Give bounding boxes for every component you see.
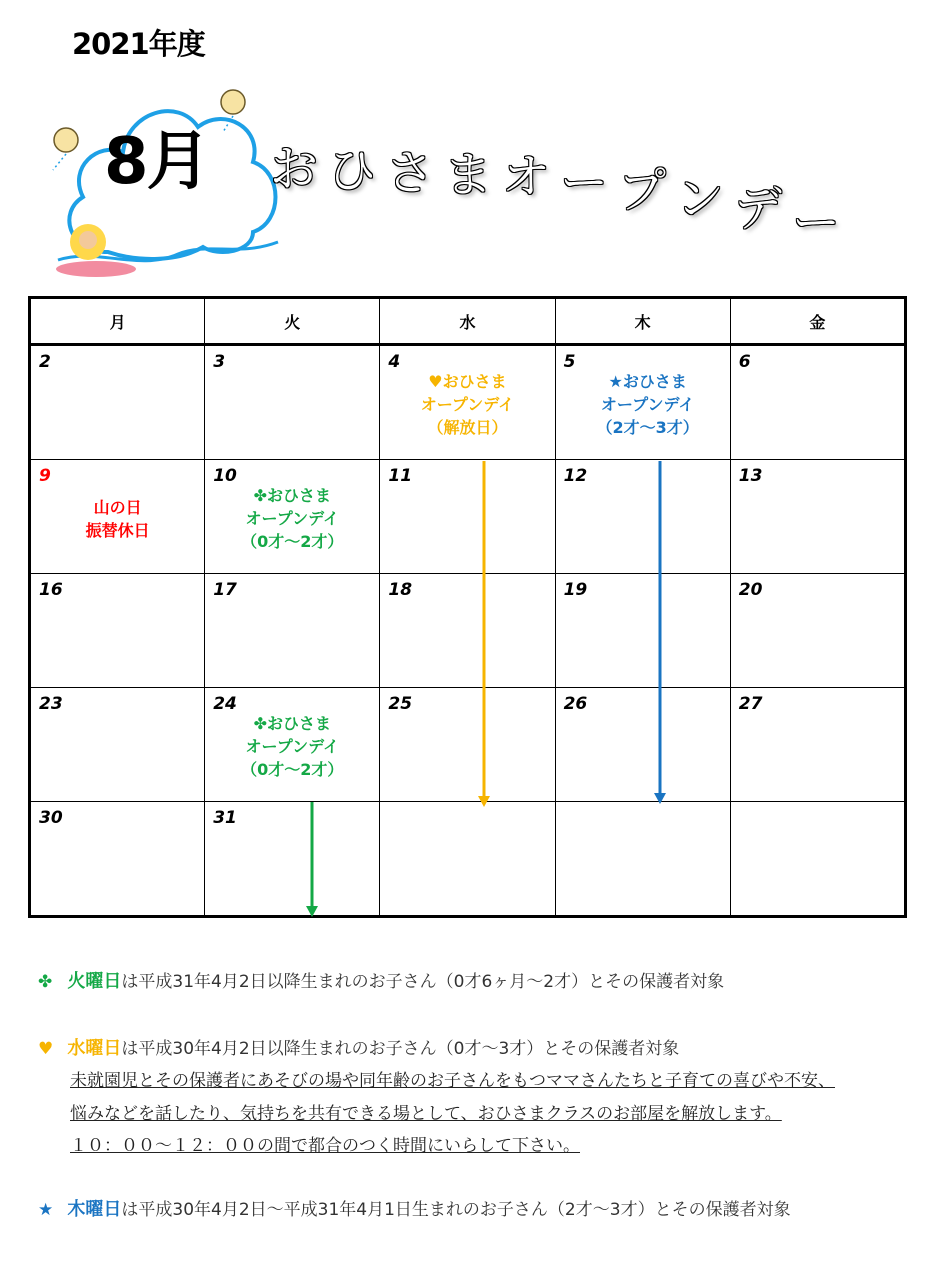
- day-number: 12: [563, 466, 588, 486]
- day-cell: [205, 460, 380, 574]
- legend-thursday: [38, 1195, 791, 1221]
- day-number: 4: [388, 352, 401, 372]
- day-number: 16: [39, 580, 63, 600]
- day-cell: [555, 802, 730, 917]
- week-row: [30, 688, 906, 802]
- title-char: ン: [676, 171, 725, 227]
- legend-day-thursday: 木曜日: [67, 1199, 122, 1220]
- day-cell: [730, 802, 905, 917]
- day-cell: [555, 574, 730, 688]
- day-cell: [730, 688, 905, 802]
- calendar-table: [28, 296, 907, 918]
- fiscal-year-label: 2021年度: [72, 27, 205, 61]
- week-row: [30, 802, 906, 917]
- clover-icon: ✤: [253, 714, 267, 733]
- day-number: 19: [563, 580, 588, 600]
- week-row: [30, 574, 906, 688]
- event-line: （0才～2才）: [241, 532, 344, 551]
- legend-text-thursday: は平成30年4月2日～平成31年4月1日生まれのお子さん（2才～3才）とその保護者対象: [121, 1200, 791, 1220]
- legend-day-tuesday: 火曜日: [67, 971, 122, 992]
- day-cell: [205, 688, 380, 802]
- event-line: おひさま: [266, 714, 331, 733]
- clover-icon: ✤: [253, 486, 267, 505]
- title-char: さ: [386, 145, 435, 201]
- day-cell: [30, 574, 205, 688]
- weekday-wed: 水: [380, 298, 555, 345]
- thursday-event: [566, 370, 730, 439]
- day-number: 3: [213, 352, 226, 372]
- wednesday-note: 悩みなどを話したり、気持ちを共有できる場として、おひさまクラスのお部屋を解放します。: [70, 1104, 782, 1124]
- weekday-fri: 金: [730, 298, 905, 345]
- day-cell: [205, 574, 380, 688]
- tuesday-event: [205, 484, 379, 553]
- title-char: プ: [618, 163, 667, 219]
- wednesday-note: 未就園児とその保護者にあそびの場や同年齢のお子さんをもつママさんたちと子育ての喜びや不安、: [70, 1071, 835, 1091]
- event-line: （0才～2才）: [241, 760, 344, 779]
- weekday-thu: 木: [555, 298, 730, 345]
- weekday-tue: 火: [205, 298, 380, 345]
- month-heading: 8月: [104, 125, 209, 199]
- day-cell: [30, 345, 205, 460]
- legend-tuesday: [38, 967, 724, 993]
- day-number: 13: [738, 466, 763, 486]
- legend-wednesday: [38, 1034, 679, 1060]
- day-cell: [555, 688, 730, 802]
- event-line: （解放日）: [427, 418, 508, 437]
- day-cell: [555, 460, 730, 574]
- event-line: オープンデイ: [245, 737, 339, 756]
- day-number: 20: [738, 580, 763, 600]
- day-number: 18: [388, 580, 413, 600]
- event-line: オープンデイ: [420, 395, 515, 414]
- weekday-header-row: [30, 298, 906, 345]
- day-cell: [380, 688, 555, 802]
- wednesday-note: １０：００～１２：００の間で都合のつく時間にいらして下さい。: [70, 1136, 580, 1156]
- event-line: （2才～3才）: [596, 418, 699, 437]
- event-line: ★おひさま: [608, 372, 687, 391]
- day-number: 30: [39, 808, 63, 828]
- day-cell: [30, 802, 205, 917]
- title-char: デ: [734, 181, 783, 237]
- day-number: 31: [213, 808, 237, 828]
- day-number: 6: [738, 352, 751, 372]
- clover-icon: ✤: [38, 972, 53, 992]
- day-cell: [205, 345, 380, 460]
- day-number: 10: [213, 466, 237, 486]
- day-cell: [380, 802, 555, 917]
- day-cell: [30, 688, 205, 802]
- day-cell: [30, 460, 205, 574]
- day-cell: [730, 460, 905, 574]
- day-number: 25: [388, 694, 413, 714]
- day-cell: [730, 574, 905, 688]
- day-cell: [380, 345, 555, 460]
- title-char: ー: [792, 195, 841, 251]
- wednesday-event: [380, 370, 554, 439]
- title-char: お: [270, 141, 319, 197]
- week-row: [30, 460, 906, 574]
- day-number: 11: [388, 466, 413, 486]
- day-number: 2: [39, 352, 51, 372]
- day-cell: [730, 345, 905, 460]
- event-line: 山の日: [93, 498, 142, 517]
- event-line: オープンデイ: [245, 509, 339, 528]
- title-char: ま: [444, 147, 493, 203]
- legend-day-wednesday: 水曜日: [67, 1038, 122, 1059]
- title-char: ー: [560, 155, 609, 211]
- day-cell: [380, 460, 555, 574]
- day-cell: [555, 345, 730, 460]
- day-number: 23: [39, 694, 63, 714]
- day-number: 17: [213, 580, 237, 600]
- holiday-event: [31, 496, 204, 542]
- legend-text-tuesday: は平成31年4月2日以降生まれのお子さん（0才6ヶ月～2才）とその保護者対象: [121, 972, 725, 992]
- day-cell: [205, 802, 380, 917]
- day-number: 24: [213, 694, 237, 714]
- bird-icon-2: [221, 90, 245, 114]
- day-number: 9: [39, 466, 51, 486]
- event-line: おひさま: [266, 486, 331, 505]
- tuesday-event: [205, 712, 379, 781]
- event-line: 振替休日: [85, 521, 150, 540]
- day-number: 27: [738, 694, 763, 714]
- week-row: [30, 345, 906, 460]
- heart-icon: ♥: [38, 1039, 54, 1059]
- bird-icon: [54, 128, 78, 152]
- day-number: 5: [563, 352, 576, 372]
- title-char: オ: [502, 149, 551, 205]
- day-cell: [380, 574, 555, 688]
- legend-text-wednesday: は平成30年4月2日以降生まれのお子さん（0才～3才）とその保護者対象: [121, 1039, 680, 1059]
- title-char: ひ: [328, 143, 377, 199]
- day-number: 26: [563, 694, 588, 714]
- event-line: オープンデイ: [600, 395, 695, 414]
- star-icon: ★: [38, 1200, 54, 1220]
- event-line: ♥おひさま: [428, 372, 507, 391]
- weekday-mon: 月: [30, 298, 205, 345]
- open-day-title: [270, 130, 860, 251]
